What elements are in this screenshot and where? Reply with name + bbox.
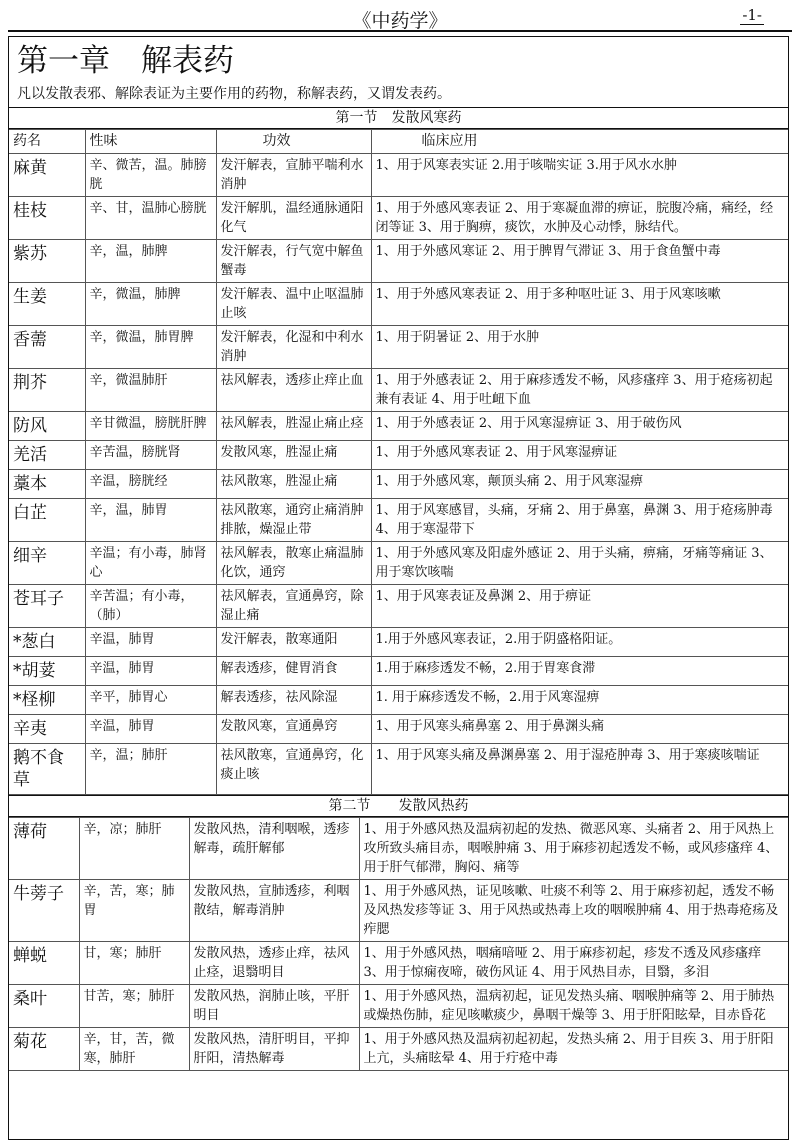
- herb-effect: 发散风热，透疹止痒，祛风止痉，退翳明目: [189, 942, 359, 985]
- herb-nature: 辛、甘，温肺心膀胱: [85, 197, 216, 240]
- herb-usage: 1、用于风寒表实证 2.用于咳喘实证 3.用于风水水肿: [371, 154, 788, 197]
- herb-name: 紫苏: [9, 240, 85, 283]
- herb-row: [9, 240, 788, 283]
- document-title: 《中药学》: [352, 10, 448, 32]
- herb-row: [9, 985, 788, 1028]
- herb-name: 防风: [9, 412, 85, 441]
- herb-name: *柽柳: [9, 686, 85, 715]
- herb-row: [9, 441, 788, 470]
- herb-name: *葱白: [9, 628, 85, 657]
- herb-effect: 发散风热，清肝明目，平抑肝阳，清热解毒: [189, 1028, 359, 1071]
- herb-nature: 辛温，肺胃: [85, 657, 216, 686]
- herb-row: [9, 686, 788, 715]
- herb-effect: 发汗解表，行气宽中解鱼蟹毒: [216, 240, 371, 283]
- page-frame: [8, 36, 789, 1140]
- herb-nature: 辛温，肺胃: [85, 628, 216, 657]
- herb-nature: 辛，微温，肺脾: [85, 283, 216, 326]
- herb-usage: 1、用于风寒感冒，头痛，牙痛 2、用于鼻塞，鼻渊 3、用于疮疡肿毒 4、用于寒湿带下: [371, 499, 788, 542]
- herb-usage: 1、用于外感风寒及阳虚外感证 2、用于头痛，痹痛，牙痛等痛证 3、用于寒饮咳喘: [371, 542, 788, 585]
- herb-name: 麻黄: [9, 154, 85, 197]
- herb-effect: 发汗解表，宣肺平喘利水消肿: [216, 154, 371, 197]
- herb-name: 桑叶: [9, 985, 79, 1028]
- herb-name: 香薷: [9, 326, 85, 369]
- herb-row: [9, 326, 788, 369]
- column-header-row: [9, 130, 788, 154]
- herb-effect: 祛风解表，透疹止痒止血: [216, 369, 371, 412]
- herb-effect: 祛风散寒，宣通鼻窍，化痰止咳: [216, 744, 371, 795]
- herb-usage: 1、用于外感风热，咽痛喑哑 2、用于麻疹初起，疹发不透及风疹瘙痒 3、用于惊痫夜啼，破伤风证 4、用于风热目赤，目翳，多泪: [359, 942, 788, 985]
- herb-usage: 1、用于外感风寒表证 2、用于风寒湿痹证: [371, 441, 788, 470]
- herb-row: [9, 628, 788, 657]
- herb-usage: 1、用于外感表证 2、用于麻疹透发不畅，风疹瘙痒 3、用于疮疡初起兼有表证 4、用于吐衄下血: [371, 369, 788, 412]
- herb-effect: 发汗解表，化湿和中利水消肿: [216, 326, 371, 369]
- herb-name: 鹅不食草: [9, 744, 85, 795]
- column-header-usage: 临床应用: [371, 130, 788, 154]
- herb-usage: 1、用于风寒头痛鼻塞 2、用于鼻渊头痛: [371, 715, 788, 744]
- herb-row: [9, 744, 788, 795]
- section-2-title: 第二节 发散风热药: [9, 795, 788, 817]
- herb-effect: 祛风散寒，通窍止痛消肿排脓，燥湿止带: [216, 499, 371, 542]
- herb-effect: 解表透疹，健胃消食: [216, 657, 371, 686]
- herb-usage: 1、用于外感风热及温病初起的发热、微恶风寒、头痛者 2、用于风热上攻所致头痛目赤，咽喉肿痛 3、用于麻疹初起透发不畅，或风疹瘙痒 4、用于肝气郁滞，胸闷、痛等: [359, 818, 788, 880]
- herb-effect: 发汗解表、温中止呕温肺止咳: [216, 283, 371, 326]
- section-1-title: 第一节 发散风寒药: [9, 107, 788, 129]
- herb-name: 藁本: [9, 470, 85, 499]
- herb-nature: 辛甘微温，膀胱肝脾: [85, 412, 216, 441]
- herb-usage: 1. 用于麻疹透发不畅，2.用于风寒湿痹: [371, 686, 788, 715]
- herb-nature: 辛苦温；有小毒，（肺）: [85, 585, 216, 628]
- herb-name: 生姜: [9, 283, 85, 326]
- herb-nature: 辛，甘，苦，微寒，肺肝: [79, 1028, 189, 1071]
- herb-row: [9, 412, 788, 441]
- herb-row: [9, 283, 788, 326]
- herb-effect: 祛风解表，宣通鼻窍，除湿止痛: [216, 585, 371, 628]
- chapter-intro: 凡以发散表邪、解除表证为主要作用的药物，称解表药，又谓发表药。: [17, 86, 451, 102]
- chapter-title: 第一章 解表药: [17, 43, 234, 79]
- herb-nature: 辛，微温，肺胃脾: [85, 326, 216, 369]
- herb-row: [9, 470, 788, 499]
- herb-effect: 祛风解表，胜湿止痛止痉: [216, 412, 371, 441]
- herb-usage: 1、用于外感风热，证见咳嗽、吐痰不利等 2、用于麻疹初起，透发不畅及风热发疹等证 3、用于风热或热毒上攻的咽喉肿痛 4、用于热毒疮疡及痄腮: [359, 880, 788, 942]
- herb-nature: 辛，温，肺脾: [85, 240, 216, 283]
- column-header-nature: 性味: [85, 130, 216, 154]
- herb-effect: 解表透疹，祛风除湿: [216, 686, 371, 715]
- page-number: -1-: [742, 6, 762, 24]
- herb-name: 菊花: [9, 1028, 79, 1071]
- herb-effect: 发散风热，润肺止咳，平肝明目: [189, 985, 359, 1028]
- herb-nature: 辛、微苦，温。肺膀胱: [85, 154, 216, 197]
- herb-nature: 辛苦温，膀胱肾: [85, 441, 216, 470]
- herb-usage: 1、用于阴暑证 2、用于水肿: [371, 326, 788, 369]
- herb-name: 白芷: [9, 499, 85, 542]
- column-header-name: 药名: [9, 130, 85, 154]
- herb-row: [9, 818, 788, 880]
- herb-row: [9, 369, 788, 412]
- herb-effect: 发散风热，宣肺透疹，利咽散结，解毒消肿: [189, 880, 359, 942]
- herb-usage: 1.用于外感风寒表证，2.用于阴盛格阳证。: [371, 628, 788, 657]
- herb-row: [9, 585, 788, 628]
- herb-nature: 辛温，膀胱经: [85, 470, 216, 499]
- herb-usage: 1、用于外感风热及温病初起初起，发热头痛 2、用于目疾 3、用于肝阳上亢，头痛眩晕 4、用于疔疮中毒: [359, 1028, 788, 1071]
- herb-name: 羌活: [9, 441, 85, 470]
- herb-name: 蝉蜕: [9, 942, 79, 985]
- herb-nature: 甘苦，寒；肺肝: [79, 985, 189, 1028]
- herb-row: [9, 715, 788, 744]
- herb-effect: 发汗解肌，温经通脉通阳化气: [216, 197, 371, 240]
- herb-name: 牛蒡子: [9, 880, 79, 942]
- herb-usage: 1、用于外感风寒表证 2、用于多种呕吐证 3、用于风寒咳嗽: [371, 283, 788, 326]
- header-rule: [8, 30, 792, 32]
- herb-nature: 辛温，肺胃: [85, 715, 216, 744]
- herb-row: [9, 1028, 788, 1071]
- herb-table-wind-cold: [9, 129, 788, 795]
- herb-effect: 发散风热，清利咽喉，透疹解毒，疏肝解郁: [189, 818, 359, 880]
- herb-row: [9, 499, 788, 542]
- herb-table-wind-heat: [9, 817, 788, 1071]
- herb-effect: 发汗解表，散寒通阳: [216, 628, 371, 657]
- herb-usage: 1、用于外感风寒证 2、用于脾胃气滞证 3、用于食鱼蟹中毒: [371, 240, 788, 283]
- herb-usage: 1、用于外感风寒，颠顶头痛 2、用于风寒湿痹: [371, 470, 788, 499]
- herb-nature: 辛，苦，寒；肺胃: [79, 880, 189, 942]
- herb-usage: 1、用于风寒表证及鼻渊 2、用于痹证: [371, 585, 788, 628]
- herb-row: [9, 154, 788, 197]
- herb-row: [9, 880, 788, 942]
- herb-nature: 辛平，肺胃心: [85, 686, 216, 715]
- herb-nature: 甘，寒；肺肝: [79, 942, 189, 985]
- herb-name: 桂枝: [9, 197, 85, 240]
- herb-nature: 辛，凉；肺肝: [79, 818, 189, 880]
- herb-nature: 辛温；有小毒，肺肾心: [85, 542, 216, 585]
- herb-name: 细辛: [9, 542, 85, 585]
- herb-usage: 1、用于外感风热，温病初起，证见发热头痛、咽喉肿痛等 2、用于肺热或燥热伤肺，症见咳嗽痰少，鼻咽干燥等 3、用于肝阳眩晕，目赤昏花: [359, 985, 788, 1028]
- herb-effect: 发散风寒，胜湿止痛: [216, 441, 371, 470]
- herb-name: 薄荷: [9, 818, 79, 880]
- herb-usage: 1.用于麻疹透发不畅，2.用于胃寒食滞: [371, 657, 788, 686]
- herb-usage: 1、用于外感风寒表证 2、用于寒凝血滞的痹证，脘腹冷痛，痛经，经闭等证 3、用于胸痹，痰饮，水肿及心动悸，脉结代。: [371, 197, 788, 240]
- herb-row: [9, 197, 788, 240]
- herb-row: [9, 542, 788, 585]
- herb-nature: 辛，温；肺肝: [85, 744, 216, 795]
- herb-effect: 发散风寒，宣通鼻窍: [216, 715, 371, 744]
- herb-effect: 祛风散寒，胜湿止痛: [216, 470, 371, 499]
- herb-row: [9, 657, 788, 686]
- herb-usage: 1、用于外感表证 2、用于风寒湿痹证 3、用于破伤风: [371, 412, 788, 441]
- herb-effect: 祛风解表，散寒止痛温肺化饮，通窍: [216, 542, 371, 585]
- herb-name: 辛夷: [9, 715, 85, 744]
- herb-row: [9, 942, 788, 985]
- herb-name: 荆芥: [9, 369, 85, 412]
- herb-name: 苍耳子: [9, 585, 85, 628]
- column-header-effect: 功效: [216, 130, 371, 154]
- herb-nature: 辛，微温肺肝: [85, 369, 216, 412]
- herb-usage: 1、用于风寒头痛及鼻渊鼻塞 2、用于湿疮肿毒 3、用于寒痰咳喘证: [371, 744, 788, 795]
- herb-name: *胡荽: [9, 657, 85, 686]
- herb-nature: 辛，温，肺胃: [85, 499, 216, 542]
